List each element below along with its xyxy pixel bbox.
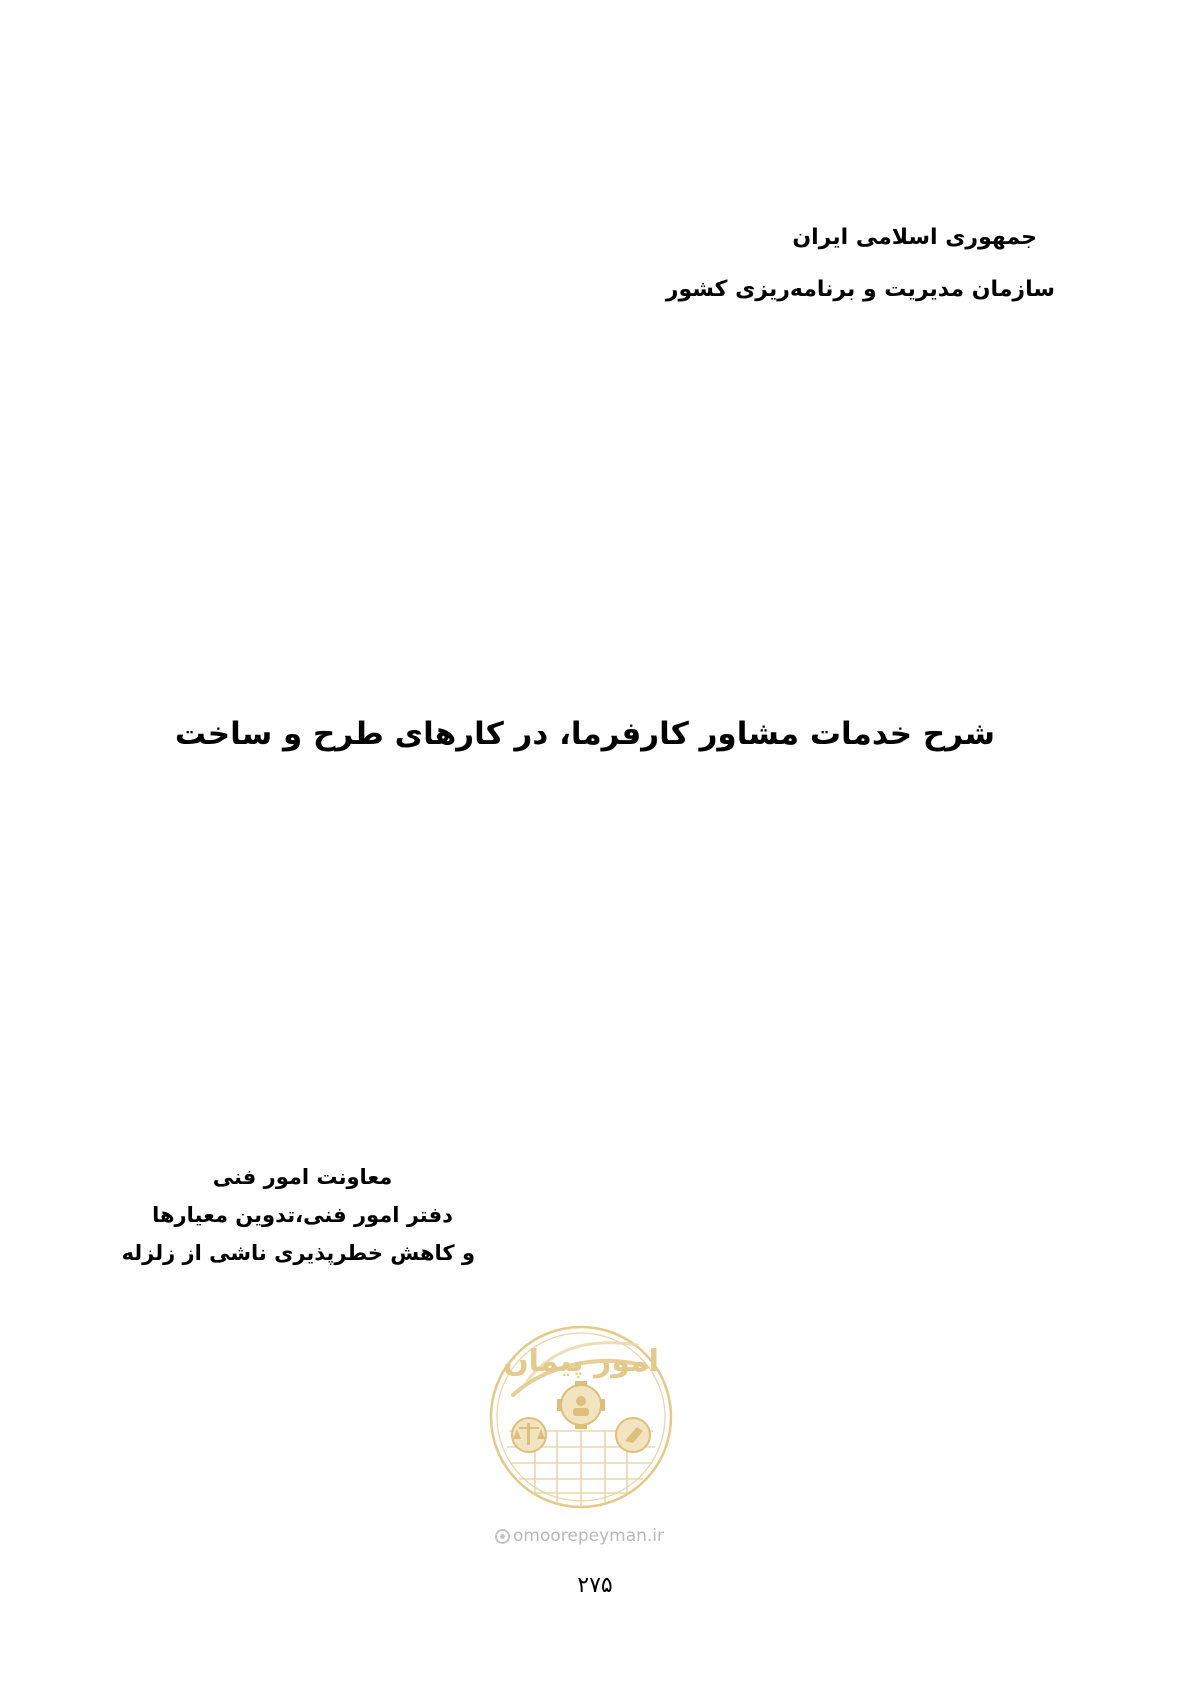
page-number: ۲۷۵ [577,1573,613,1598]
department-line-3: و کاهش خطرپذیری ناشی از زلزله [121,1241,475,1265]
organization-name: سازمان مدیریت و برنامه‌ریزی کشور [665,277,1055,302]
department-block [121,1158,475,1272]
document-title: شرح خدمات مشاور کارفرما، در کارهای طرح و ساخت [174,716,995,752]
website-watermark [495,1526,695,1546]
country-name: جمهوری اسلامی ایران [792,225,1037,250]
department-line-1: معاونت امور فنی [212,1165,393,1189]
department-line-2: دفتر امور فنی،تدوین معیارها [152,1203,453,1227]
seal-text: امور پیمان [503,1344,659,1379]
globe-icon [495,1529,510,1544]
watermark-text: omoorepeyman.ir [513,1526,665,1546]
issuer-header [495,212,1055,316]
omoorepeyman-seal-icon [487,1323,675,1511]
